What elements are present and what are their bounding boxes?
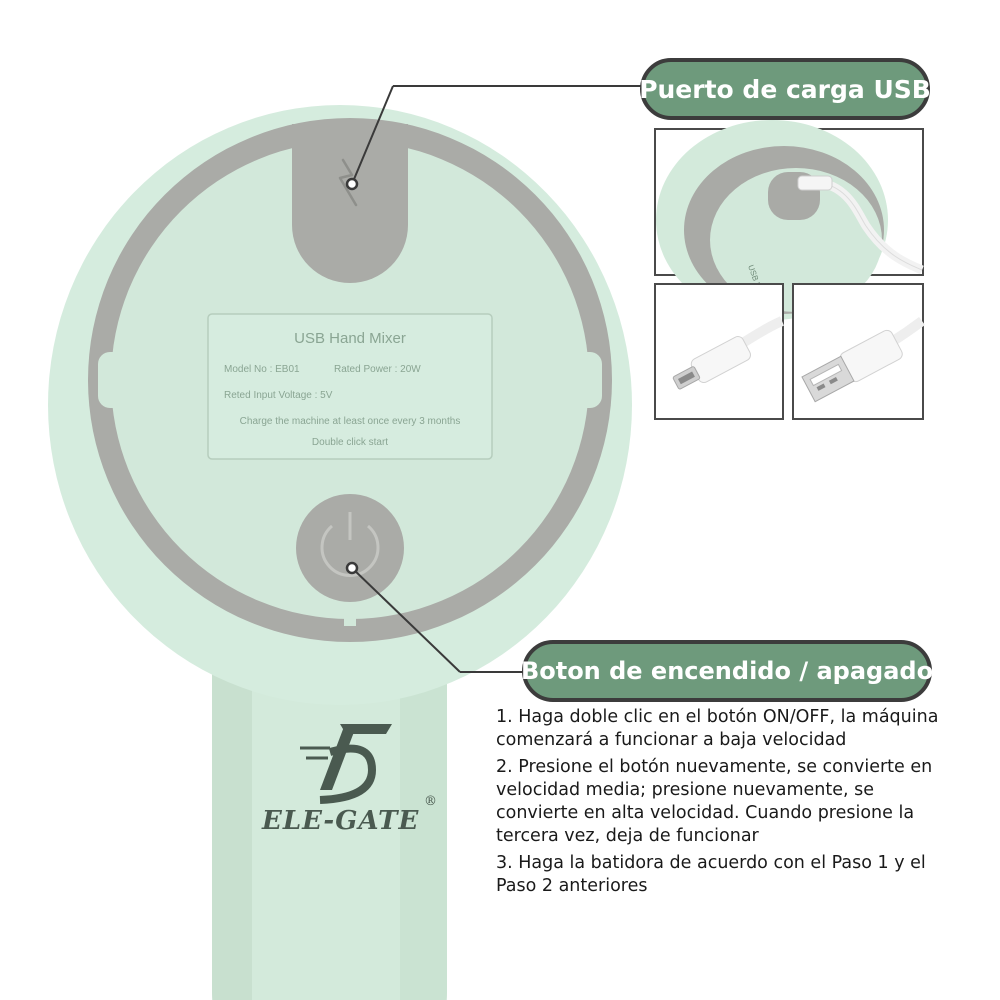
brand-name: ELE-GATE: [262, 806, 420, 836]
registered-mark: ®: [424, 794, 437, 809]
instructions-list: [496, 706, 956, 902]
power-button-callout: Boton de encendido / apagado: [522, 640, 932, 702]
nameplate-model: Model No : EB01: [224, 364, 300, 375]
nameplate-charge-note: Charge the machine at least once every 3 months: [239, 416, 461, 427]
nameplate-title: USB Hand Mixer: [294, 330, 406, 347]
usb-port-cover: [292, 124, 408, 283]
instruction-step-1: 1. Haga doble clic en el botón ON/OFF, la máquina comenzará a funcionar a baja velocidad: [496, 707, 939, 750]
nameplate-input-voltage: Reted Input Voltage : 5V: [224, 390, 333, 401]
usb-port-callout: Puerto de carga USB: [640, 58, 930, 120]
nameplate-start-note: Double click start: [311, 437, 389, 448]
instruction-step-3: 3. Haga la batidora de acuerdo con el Paso 1 y el Paso 2 anteriores: [496, 853, 926, 896]
power-button[interactable]: [296, 494, 404, 602]
micro-usb-photo: [654, 283, 784, 420]
usb-port-photo: [654, 128, 924, 276]
usb-a-photo: [792, 283, 924, 420]
instruction-step-2: 2. Presione el botón nuevamente, se convierte en velocidad media; presione nuevamente, se convierte en alta velocidad. Cuando presione la tercera vez, deja de funcionar: [496, 757, 933, 846]
nameplate-rated-power: Rated Power : 20W: [334, 364, 421, 375]
